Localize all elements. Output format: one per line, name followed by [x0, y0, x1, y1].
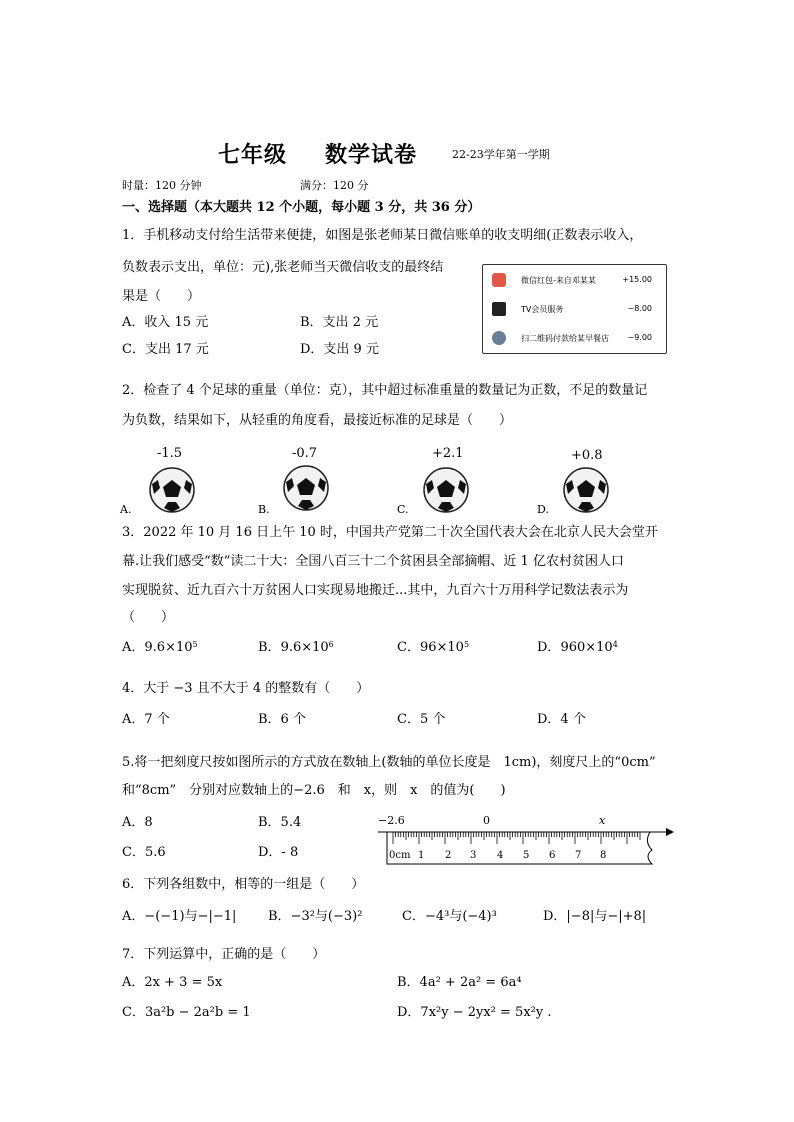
term-label: 22-23学年第一学期: [452, 148, 550, 161]
q2-line1: 2．检查了 4 个足球的重量（单位：克），其中超过标准重量的数量记为正数，不足的数量记: [122, 383, 648, 398]
q3-line1: 3．2022 年 10 月 16 日上午 10 时，中国共产党第二十次全国代表大会在北京人民大会堂开: [122, 525, 658, 540]
q1-option-c: C．支出 17 元: [122, 342, 209, 357]
q7-option-b: B．4a² + 2a² = 6a⁴: [397, 975, 522, 990]
tv-icon: [492, 302, 506, 316]
ruler-label: 1: [418, 850, 425, 861]
q4-option-c: C．5 个: [397, 712, 446, 727]
ruler-label: 3: [470, 850, 477, 861]
qr-pay-icon: [492, 331, 506, 345]
ruler-label: 7: [575, 850, 582, 861]
ruler-label: 6: [549, 850, 556, 861]
soccer-ball-icon: [148, 466, 196, 514]
ball-d-value: +0.8: [571, 448, 603, 463]
q3-line3: 实现脱贫、近九百六十万贫困人口实现易地搬迁...其中，九百六十万用科学记数法表示为: [122, 583, 629, 598]
score-label: 满分：120 分: [300, 179, 369, 192]
wechat-row: [483, 296, 666, 324]
q1-option-a: A．收入 15 元: [122, 315, 209, 330]
q4-option-a: A．7 个: [122, 712, 170, 727]
q2-line2: 为负数，结果如下，从轻重的角度看，最接近标准的足球是（ ）: [122, 413, 513, 428]
wechat-row: [483, 325, 666, 353]
q4-option-b: B．6 个: [258, 712, 306, 727]
q5-option-c: C．5.6: [122, 845, 166, 860]
soccer-ball-icon: [562, 466, 610, 514]
q7-option-c: C．3a²b − 2a²b = 1: [122, 1005, 251, 1020]
q5-line2: 和“8cm” 分别对应数轴上的−2.6 和 x，则 x 的值为( ): [122, 783, 506, 798]
ruler-label: 0cm: [389, 850, 411, 861]
q3-option-a: A．$9.6\times 10^5$: [122, 640, 198, 655]
ruler-label: 2: [445, 850, 452, 861]
axis-label: −2.6: [378, 814, 405, 827]
q3-option-b: B．$9.6\times 10^6$: [258, 640, 334, 655]
wechat-row-label: TV会员服务: [521, 305, 564, 314]
q5-option-b: B．5.4: [258, 815, 302, 830]
q7-option-a: A．2x + 3 = 5x: [122, 975, 223, 990]
q5-option-a: A．8: [122, 815, 153, 830]
ruler-number-line-figure: [370, 812, 675, 870]
q5-line1: 5.将一把刻度尺按如图所示的方式放在数轴上(数轴的单位长度是 1cm)，刻度尺上的“0cm”: [122, 755, 656, 770]
ball-b-letter: B.: [258, 503, 270, 516]
q3-line2: 幕.让我们感受“数”读二十大：全国八百三十二个贫困县全部摘帽、近 1 亿农村贫困人口: [122, 554, 624, 569]
ball-d-letter: D.: [537, 503, 549, 516]
q1-line1: 1．手机移动支付给生活带来便捷，如图是张老师某日微信账单的收支明细(正数表示收入，: [122, 228, 643, 243]
q3-line4: （ ）: [122, 610, 175, 625]
ball-b-value: -0.7: [292, 446, 318, 461]
ball-c-letter: C.: [397, 503, 409, 516]
q4-option-d: D．4 个: [537, 712, 586, 727]
q6-option-d: D．|−8|与−|+8|: [543, 909, 647, 924]
wechat-bill-figure: [482, 264, 667, 354]
q1-line3: 果是（ ）: [122, 289, 201, 304]
q1-line2: 负数表示支出，单位：元),张老师当天微信收支的最终结: [122, 260, 444, 275]
wechat-row-amount: +15.00: [622, 275, 652, 284]
axis-label: 0: [483, 814, 490, 827]
q6-line1: 6．下列各组数中，相等的一组是（ ）: [122, 877, 365, 892]
ruler-label: 5: [523, 850, 530, 861]
q7-option-d: D．7x²y − 2yx² = 5x²y .: [397, 1005, 552, 1020]
ball-a-value: -1.5: [157, 446, 183, 461]
q6-option-b: B．−3²与(−3)²: [268, 909, 363, 924]
wechat-row: [483, 267, 666, 295]
axis-label: x: [599, 814, 606, 827]
wechat-row-amount: −9.00: [627, 333, 652, 342]
subject-title: 数学试卷: [325, 142, 418, 168]
ruler-label: 8: [600, 850, 607, 861]
q7-line1: 7．下列运算中，正确的是（ ）: [122, 947, 326, 962]
q5-option-d: D．- 8: [258, 845, 299, 860]
q3-option-c: C．$96\times 10^5$: [397, 640, 470, 655]
wechat-row-label: 扫二维码付款给某早餐店: [521, 334, 609, 343]
q6-option-a: A．−(−1)与−|−1|: [122, 909, 237, 924]
q4-line1: 4．大于 −3 且不大于 4 的整数有（ ）: [122, 681, 370, 696]
ball-c-value: +2.1: [432, 446, 464, 461]
q1-option-d: D．支出 9 元: [300, 342, 379, 357]
ball-a-letter: A.: [120, 503, 132, 516]
q3-option-d: D．$960\times 10^4$: [537, 640, 618, 655]
grade-title: 七年级: [218, 142, 288, 168]
wechat-row-amount: −8.00: [627, 304, 652, 313]
soccer-ball-icon: [422, 466, 470, 514]
time-label: 时量：120 分钟: [122, 179, 202, 192]
q6-option-c: C．−4³与(−4)³: [402, 909, 497, 924]
ruler-label: 4: [497, 850, 504, 861]
section-title: 一、选择题（本大题共 12 个小题，每小题 3 分，共 36 分）: [122, 200, 481, 215]
wechat-row-label: 微信红包-来自邓某某: [521, 276, 596, 285]
q1-option-b: B．支出 2 元: [300, 315, 379, 330]
red-packet-icon: [492, 273, 506, 287]
soccer-ball-icon: [282, 464, 330, 512]
